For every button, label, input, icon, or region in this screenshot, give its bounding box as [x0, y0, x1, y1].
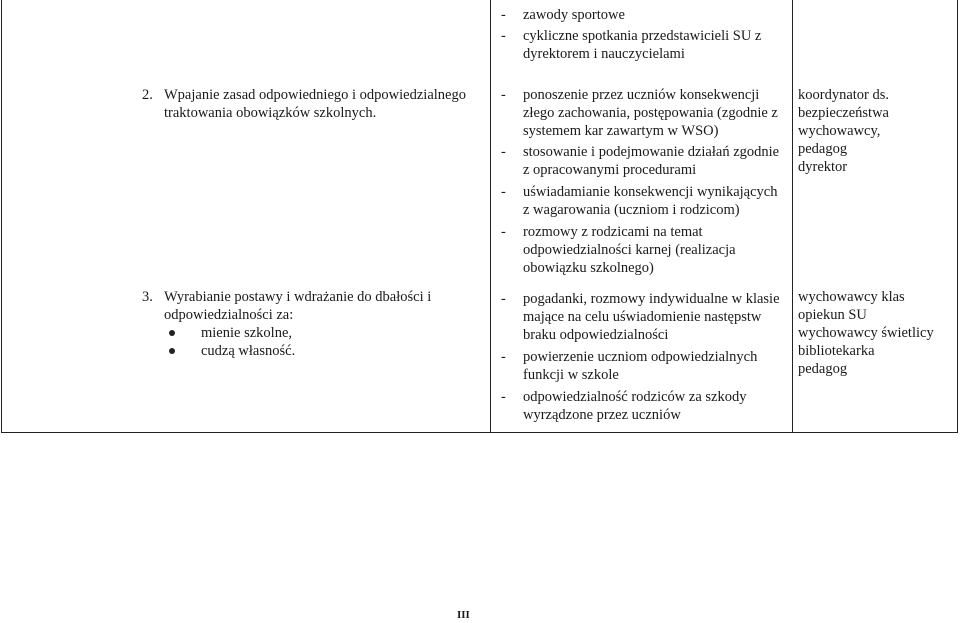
responsible-person: bibliotekarka: [798, 343, 875, 359]
action-item: [501, 143, 789, 179]
action-item: [501, 388, 789, 424]
responsible-person: pedagog: [798, 361, 848, 377]
responsible-person: opiekun SU: [798, 307, 867, 323]
responsible-person: koordynator ds.: [798, 87, 890, 103]
row-number: 3.: [142, 289, 153, 305]
row-2-actions: [501, 86, 789, 280]
action-line: obowiązku szkolnego): [523, 260, 654, 276]
row-2-goal: [142, 86, 487, 122]
responsible-person: bezpieczeństwa: [798, 105, 889, 121]
responsible-person: dyrektor: [798, 159, 848, 175]
action-line: cykliczne spotkania przedstawicieli SU z: [523, 28, 762, 44]
action-item: [501, 223, 789, 277]
table-bottom-border: [1, 432, 958, 433]
dash-marker: -: [501, 184, 506, 200]
row-2-responsible: [798, 86, 953, 176]
action-line: odpowiedzialność rodziców za szkody: [523, 389, 747, 405]
action-line: dyrektorem i nauczycielami: [523, 46, 685, 62]
action-line: pogadanki, rozmowy indywidualne w klasie: [523, 291, 780, 307]
action-item: [501, 290, 789, 344]
action-line: rozmowy z rodzicami na temat: [523, 224, 703, 240]
row-number: 2.: [142, 87, 153, 103]
goal-bullet-item: [169, 342, 487, 360]
action-item: [501, 86, 789, 140]
action-line: ponoszenie przez uczniów konsekwencji: [523, 87, 760, 103]
action-line: stosowanie i podejmowanie działań zgodnie: [523, 144, 780, 160]
goal-line: Wpajanie zasad odpowiedniego i odpowiedzialnego: [164, 87, 466, 103]
table-left-border: [1, 0, 2, 432]
bullet-icon: [169, 330, 175, 336]
goal-bullet-item: [169, 324, 487, 342]
responsible-person: pedagog: [798, 141, 848, 157]
dash-marker: -: [501, 389, 506, 405]
dash-marker: -: [501, 28, 506, 44]
responsible-person: wychowawcy,: [798, 123, 881, 139]
action-item: [501, 6, 786, 24]
action-line: powierzenie uczniom odpowiedzialnych: [523, 349, 758, 365]
action-line: zawody sportowe: [523, 7, 625, 23]
row-3-responsible: [798, 288, 953, 378]
goal-line: traktowania obowiązków szkolnych.: [164, 105, 377, 121]
responsible-person: wychowawcy klas: [798, 289, 905, 305]
dash-marker: -: [501, 349, 506, 365]
action-item: [501, 183, 789, 219]
action-line: odpowiedzialności karnej (realizacja: [523, 242, 736, 258]
page-number: III: [457, 609, 470, 621]
action-line: systemem kar zawartym w WSO): [523, 123, 719, 139]
row-3-goal: [142, 288, 487, 360]
action-line: złego zachowania, postępowania (zgodnie z: [523, 105, 778, 121]
action-line: uświadamianie konsekwencji wynikających: [523, 184, 778, 200]
dash-marker: -: [501, 291, 506, 307]
action-line: wyrządzone przez uczniów: [523, 407, 681, 423]
action-line: braku odpowiedzialności: [523, 327, 669, 343]
action-item: [501, 27, 786, 63]
goal-line: odpowiedzialności za:: [164, 307, 294, 323]
dash-marker: -: [501, 144, 506, 160]
goal-bullet-text: mienie szkolne,: [201, 325, 293, 341]
column-divider-goal-actions: [490, 0, 491, 432]
responsible-person: wychowawcy świetlicy: [798, 325, 934, 341]
column-divider-actions-responsible: [792, 0, 793, 432]
goal-bullet-text: cudzą własność.: [201, 343, 296, 359]
action-line: mające na celu uświadomienie następstw: [523, 309, 762, 325]
row-1-actions: [501, 6, 786, 66]
action-line: z wagarowania (uczniom i rodzicom): [523, 202, 740, 218]
bullet-icon: [169, 348, 175, 354]
goal-line: Wyrabianie postawy i wdrażanie do dbałości i: [164, 289, 432, 305]
dash-marker: -: [501, 87, 506, 103]
action-line: funkcji w szkole: [523, 367, 619, 383]
table-right-border: [957, 0, 958, 432]
action-item: [501, 348, 789, 384]
dash-marker: -: [501, 7, 506, 23]
row-3-actions: [501, 290, 789, 427]
action-line: z opracowanymi procedurami: [523, 162, 697, 178]
dash-marker: -: [501, 224, 506, 240]
